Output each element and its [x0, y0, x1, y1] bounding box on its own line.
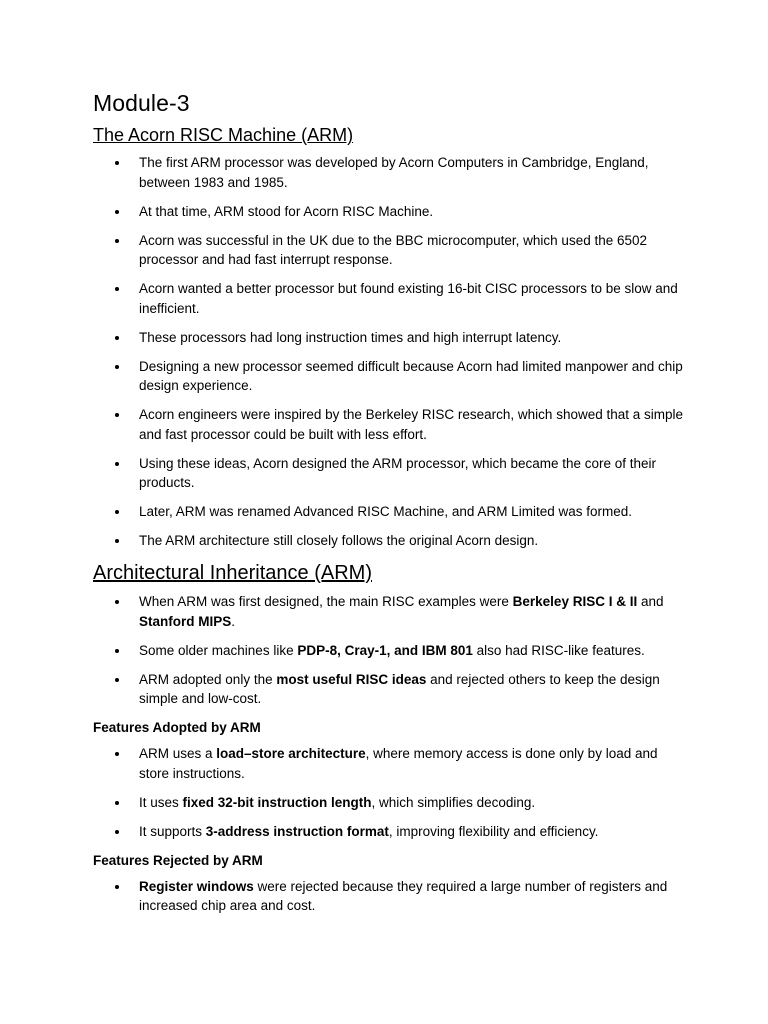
bullet-icon: [115, 210, 119, 214]
list-item: When ARM was first designed, the main RISC examples were Berkeley RISC I & II and Stanford MIPS.: [93, 592, 683, 631]
list-item: Acorn wanted a better processor but found existing 16-bit CISC processors to be slow and inefficient.: [93, 279, 683, 318]
list-item: Acorn was successful in the UK due to the BBC microcomputer, which used the 6502 processor and had fast interrupt response.: [93, 231, 683, 270]
bullet-icon: [115, 830, 119, 834]
bullet-icon: [115, 678, 119, 682]
section-heading-inheritance: Architectural Inheritance (ARM): [93, 562, 372, 584]
list-item: Some older machines like PDP-8, Cray-1, and IBM 801 also had RISC-like features.: [93, 641, 683, 661]
list-item: The ARM architecture still closely follows the original Acorn design.: [93, 531, 683, 551]
bullet-icon: [115, 365, 119, 369]
bullet-icon: [115, 752, 119, 756]
subheading-features-rejected: Features Rejected by ARM: [93, 852, 263, 868]
bullet-icon: [115, 600, 119, 604]
list-item: Using these ideas, Acorn designed the ARM processor, which became the core of their products.: [93, 454, 683, 493]
bullet-icon: [115, 510, 119, 514]
subheading-features-adopted: Features Adopted by ARM: [93, 720, 261, 735]
bullet-icon: [115, 161, 119, 165]
page-title: Module-3: [93, 90, 190, 116]
bullet-icon: [115, 539, 119, 543]
bullet-list-rejected: [93, 877, 683, 916]
list-item: It supports 3-address instruction format, improving flexibility and efficiency.: [93, 822, 683, 842]
bullet-icon: [115, 801, 119, 805]
document-page: [93, 84, 683, 925]
list-item: ARM uses a load–store architecture, where memory access is done only by load and store instructions.: [93, 744, 683, 783]
bullet-icon: [115, 462, 119, 466]
list-item: At that time, ARM stood for Acorn RISC Machine.: [93, 202, 683, 222]
list-item: ARM adopted only the most useful RISC ideas and rejected others to keep the design simple and low-cost.: [93, 670, 683, 709]
bullet-icon: [115, 287, 119, 291]
bullet-list-adopted: [93, 744, 683, 841]
list-item: The first ARM processor was developed by Acorn Computers in Cambridge, England, between 1983 and 1985.: [93, 153, 683, 192]
list-item: Acorn engineers were inspired by the Berkeley RISC research, which showed that a simple and fast processor could be built with less effort.: [93, 405, 683, 444]
bullet-list-acorn: [93, 153, 683, 551]
list-item: These processors had long instruction times and high interrupt latency.: [93, 328, 683, 348]
list-item: Register windows were rejected because they required a large number of registers and increased chip area and cost.: [93, 877, 683, 916]
list-item: It uses fixed 32-bit instruction length, which simplifies decoding.: [93, 793, 683, 813]
bullet-icon: [115, 336, 119, 340]
section-heading-acorn: The Acorn RISC Machine (ARM): [93, 125, 354, 145]
list-item: Later, ARM was renamed Advanced RISC Machine, and ARM Limited was formed.: [93, 502, 683, 522]
bullet-icon: [115, 413, 119, 417]
list-item: Designing a new processor seemed difficult because Acorn had limited manpower and chip design experience.: [93, 357, 683, 396]
bullet-icon: [115, 239, 119, 243]
bullet-icon: [115, 885, 119, 889]
bullet-list-inheritance: [93, 592, 683, 709]
bullet-icon: [115, 649, 119, 653]
